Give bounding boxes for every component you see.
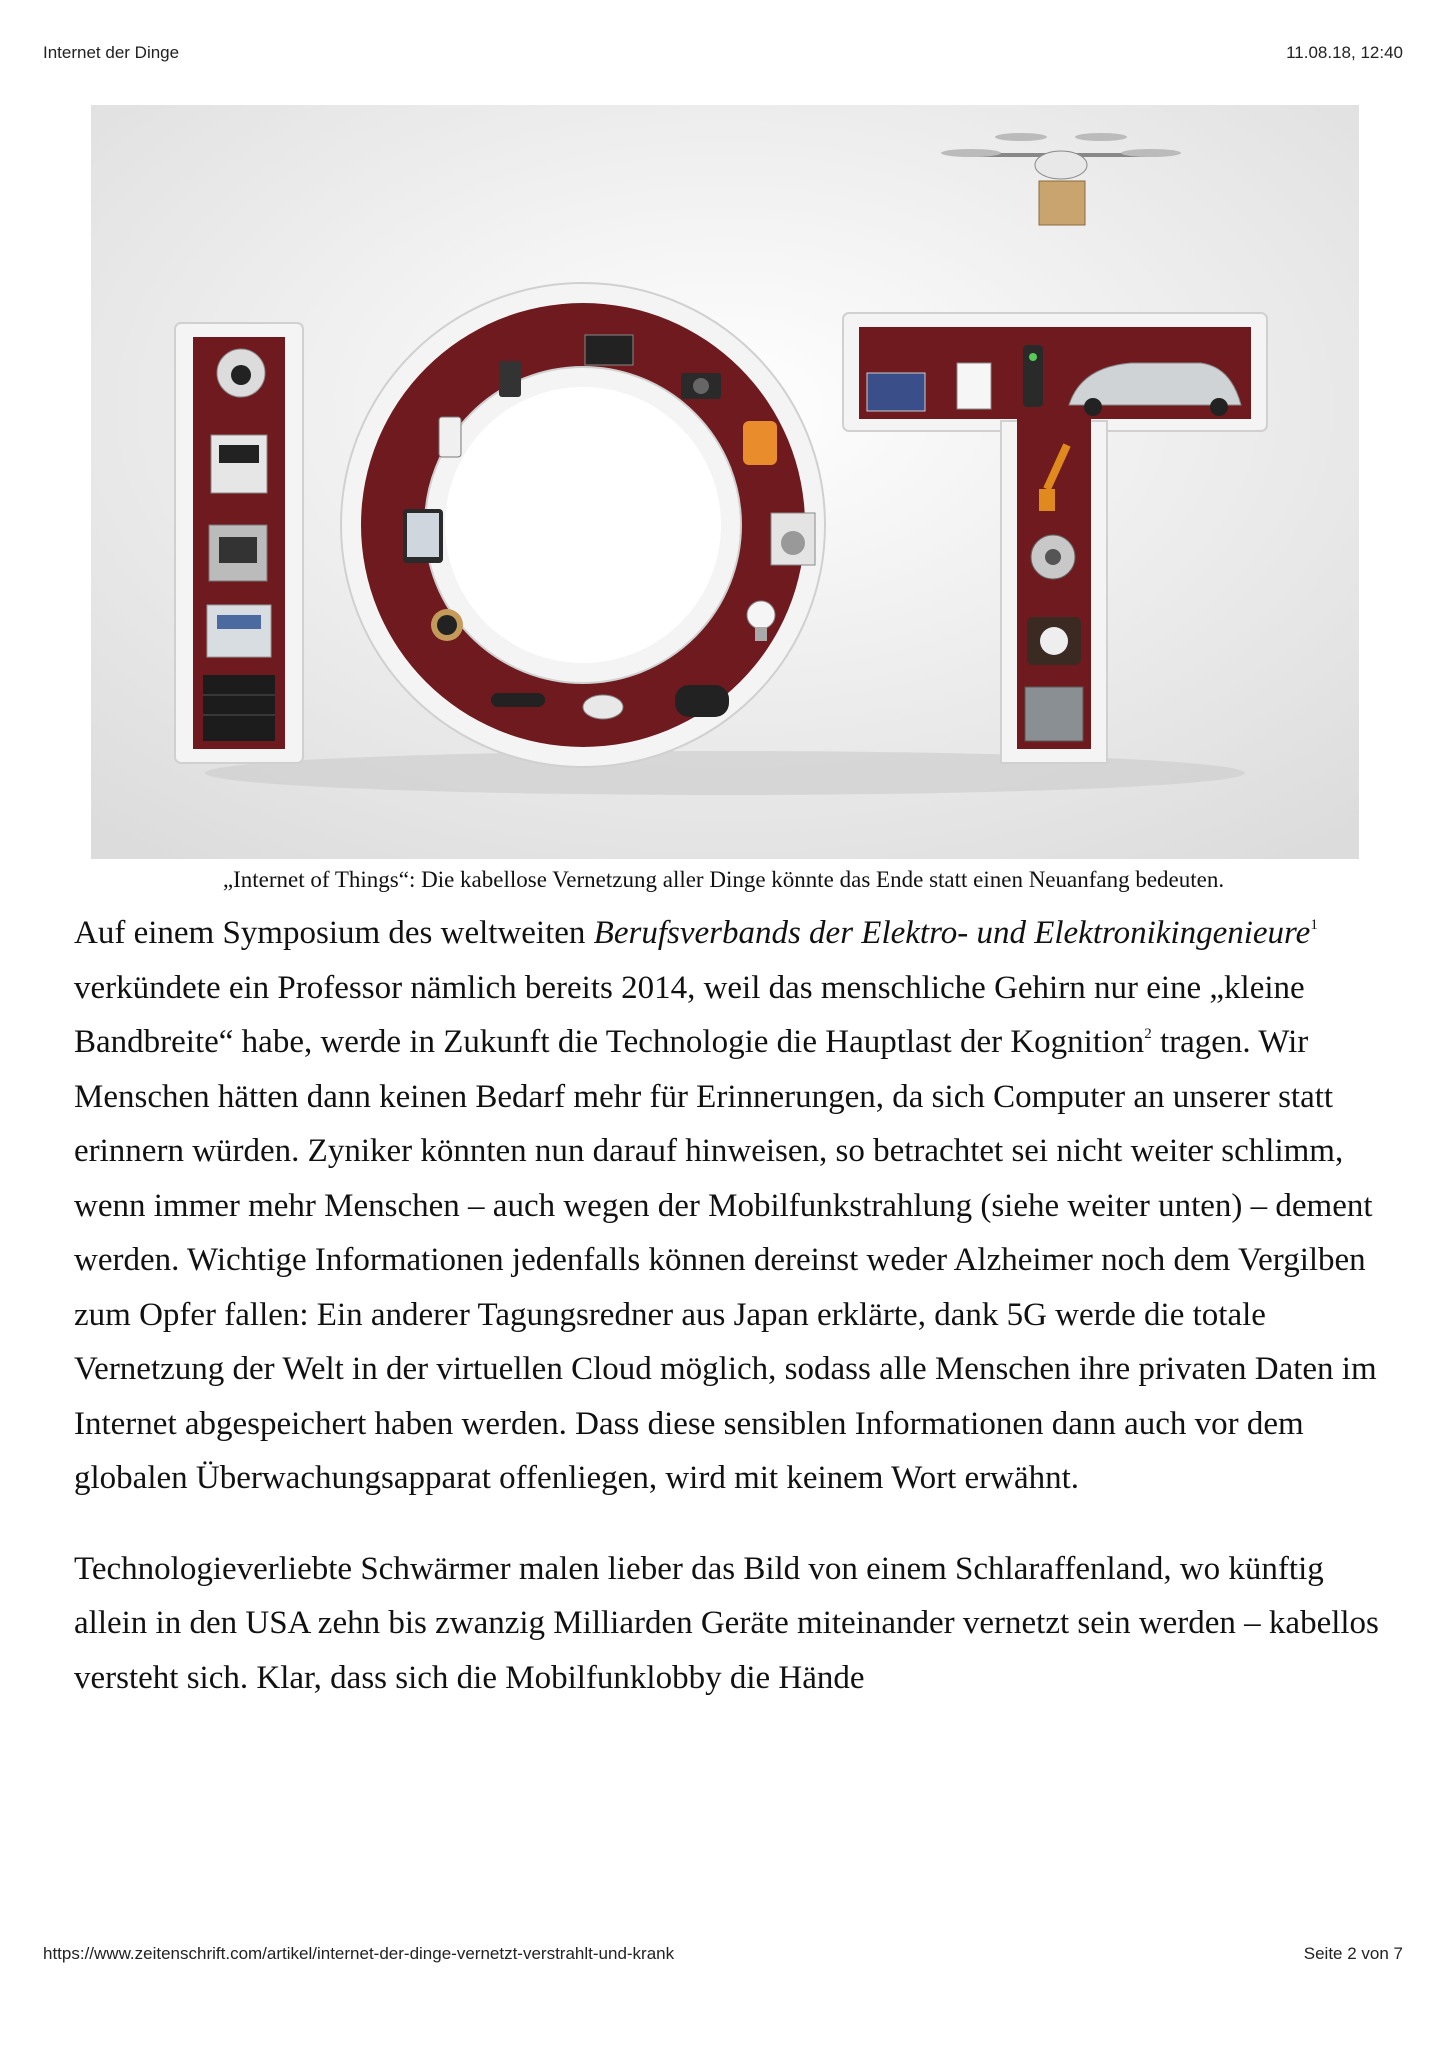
- text-run: verkündete ein Professor nämlich bereits 2014, weil das menschliche Gehirn nur eine „kleine Bandbreite“ habe, werde in Zukunft die Technologie die Hauptlast der Kognition: [74, 969, 1305, 1060]
- solar-panel-icon: [867, 373, 925, 411]
- ev-charger-icon: [1023, 345, 1043, 407]
- article-body: [74, 906, 1384, 1705]
- tablet-icon: [403, 509, 443, 563]
- scale-icon: [211, 435, 267, 493]
- phone-dark-icon: [499, 361, 521, 397]
- smart-band-icon: [491, 693, 545, 707]
- washing-machine-icon: [771, 513, 815, 565]
- smartwatch-icon: [431, 609, 463, 641]
- machine-icon: [209, 525, 267, 581]
- monitor-icon: [585, 335, 633, 365]
- dome-camera-icon: [583, 695, 623, 719]
- page-header-title: Internet der Dinge: [43, 43, 180, 62]
- camera-icon: [681, 373, 721, 399]
- page-footer-page-number: Seite 2 von 7: [1303, 1944, 1403, 1963]
- page-header-datetime: 11.08.18, 12:40: [1286, 43, 1403, 62]
- fan-icon: [1027, 617, 1081, 665]
- display-icon: [957, 363, 991, 409]
- text-run: tragen. Wir Menschen hätten dann keinen Bedarf mehr für Erinnerungen, da sich Computer an unserer statt erinnern würden. Zyniker könnten nun darauf hinweisen, so betrachtet sei nicht weiter schlimm, wenn immer mehr Menschen – auch wegen der Mobilfunkstrahlung (siehe weiter unten) – dement werden. Wichtige Informationen jedenfalls können dereinst weder Alzheimer noch dem Vergilben zum Opfer fallen: Ein anderer Tagungsredner aus Japan erklärte, dank 5G werde die totale Vernetzung der Welt in der virtuellen Cloud möglich, sodass alle Menschen ihre privaten Daten im Internet abgespeichert haben werden. Dass diese sensiblen Informationen dann auch vor dem globalen Überwachungsapparat offenliegen, wird mit keinem Wort erwähnt.: [74, 1024, 1377, 1496]
- article-paragraph-1: [74, 906, 1384, 1506]
- letter-i-icon: [175, 323, 303, 763]
- smart-lock-icon: [743, 421, 777, 465]
- security-camera-icon: [217, 349, 265, 397]
- figure-caption: „Internet of Things“: Die kabellose Vernetzung aller Dinge könnte das Ende statt einen Neuanfang bedeuten.: [222, 867, 1225, 892]
- footnote-ref-1[interactable]: 1: [1310, 917, 1318, 933]
- article-paragraph-2: Technologieverliebte Schwärmer malen lieber das Bild von einem Schlaraffenland, wo künftig allein in den USA zehn bis zwanzig Milliarden Geräte miteinander vernetzt sein werden – kabellos versteht sich. Klar, dass sich die Mobilfunklobby die Hände: [74, 1550, 1379, 1696]
- container-icon: [1025, 687, 1083, 741]
- text-run: Auf einem Symposium des weltweiten: [74, 915, 594, 951]
- server-rack-icon: [203, 675, 275, 741]
- turbine-icon: [1031, 535, 1075, 579]
- vr-headset-icon: [675, 685, 729, 717]
- printer-3d-icon: [207, 605, 271, 657]
- footnote-ref-2[interactable]: 2: [1144, 1026, 1152, 1042]
- iot-illustration: [91, 105, 1359, 859]
- organization-name: Berufsverbands der Elektro- und Elektronikingenieure: [593, 915, 1311, 951]
- letter-o-icon: [341, 283, 825, 767]
- page-footer-url: https://www.zeitenschrift.com/artikel/internet-der-dinge-vernetzt-verstrahlt-und-krank: [43, 1944, 675, 1963]
- phone-icon: [439, 417, 461, 457]
